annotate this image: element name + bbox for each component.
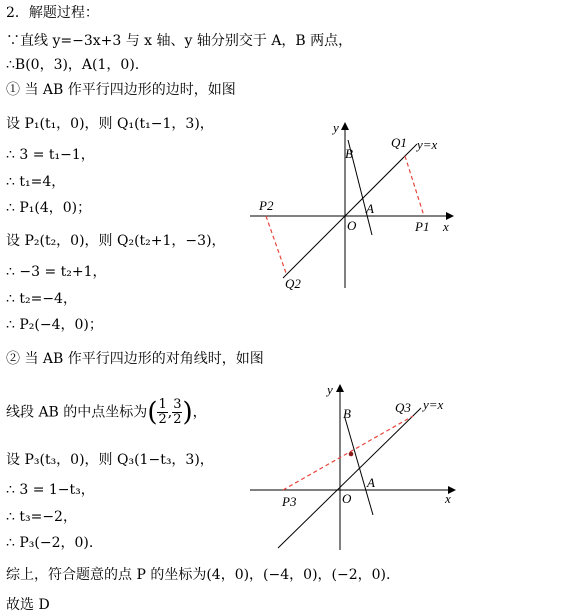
dashed-p2-q2 xyxy=(266,216,286,273)
fraction-numerator: 1 xyxy=(158,397,167,412)
text-line: ∴B(0，3)，A(1，0). xyxy=(6,57,140,73)
text-line: ∵直线 y=−3x+3 与 x 轴、y 轴分别交于 A，B 两点， xyxy=(6,33,353,49)
midpoint-line xyxy=(6,398,207,427)
text-line: ∴ t₂=−4， xyxy=(6,291,77,307)
case-heading: ② 当 AB 作平行四边形的对角线时，如图 xyxy=(6,351,264,367)
midpoint-prefix: 线段 AB 的中点坐标为 xyxy=(6,404,148,421)
label-yx: y=x xyxy=(423,397,444,412)
conclusion-line: 综上，符合题意的点 P 的坐标为(4，0)，(−4，0)，(−2，0). xyxy=(6,567,391,583)
dashed-q1-p1 xyxy=(405,156,424,216)
fraction-numerator: 3 xyxy=(173,397,182,412)
text-line: ∴ P₁(4，0)； xyxy=(6,200,92,216)
label-q2: Q2 xyxy=(285,276,301,291)
label-p2: P2 xyxy=(259,198,274,213)
figure-case-2 xyxy=(245,380,465,555)
midpoint-suffix: ， xyxy=(192,404,207,421)
fraction-denominator: 2 xyxy=(158,412,167,427)
comma: , xyxy=(167,404,173,421)
fraction-y xyxy=(172,398,182,427)
text-line: 设 P₂(t₂，0)，则 Q₂(t₂+1，−3)， xyxy=(6,233,226,249)
label-y: y xyxy=(327,382,333,397)
text-line: ∴ t₁=4， xyxy=(6,174,66,190)
text-line: ∴ P₂(−4，0)； xyxy=(6,317,103,333)
label-b: B xyxy=(345,146,353,161)
label-y: y xyxy=(333,120,339,135)
label-p3: P3 xyxy=(282,494,297,509)
text-line: ∴ −3 = t₂+1， xyxy=(6,264,107,280)
label-q1: Q1 xyxy=(391,135,407,150)
text-line: ∴ 3 = t₁−1， xyxy=(6,147,95,163)
text-line: ∴ 3 = 1−t₃， xyxy=(6,482,95,498)
right-paren: ) xyxy=(182,397,193,428)
answer-line: 故选 D xyxy=(6,597,50,613)
label-yx: y=x xyxy=(417,137,438,152)
text-line: 设 P₁(t₁，0)，则 Q₁(t₁−1，3)， xyxy=(6,116,214,132)
case-heading: ① 当 AB 作平行四边形的边时，如图 xyxy=(6,82,236,98)
label-a: A xyxy=(366,201,374,216)
heading-step: 2．解题过程： xyxy=(6,5,99,21)
text-line: ∴ t₃=−2， xyxy=(6,509,77,525)
label-o: O xyxy=(347,218,357,233)
line-y-equals-x xyxy=(283,144,417,278)
line-y-equals-x xyxy=(278,408,421,548)
left-paren: ( xyxy=(147,397,158,428)
fraction-x xyxy=(157,398,167,427)
label-p1: P1 xyxy=(415,219,430,234)
text-line: 设 P₃(t₃，0)，则 Q₃(1−t₃，3)， xyxy=(6,452,214,468)
text-line: ∴ P₃(−2，0). xyxy=(6,535,94,551)
label-x: x xyxy=(443,219,449,234)
fraction-denominator: 2 xyxy=(173,412,182,427)
label-o: O xyxy=(342,491,352,506)
label-b: B xyxy=(343,406,351,421)
figure-case-1 xyxy=(245,118,465,298)
label-x: x xyxy=(445,491,451,506)
midpoint-dot xyxy=(349,452,354,457)
label-q3: Q3 xyxy=(395,400,411,415)
label-a: A xyxy=(367,475,375,490)
